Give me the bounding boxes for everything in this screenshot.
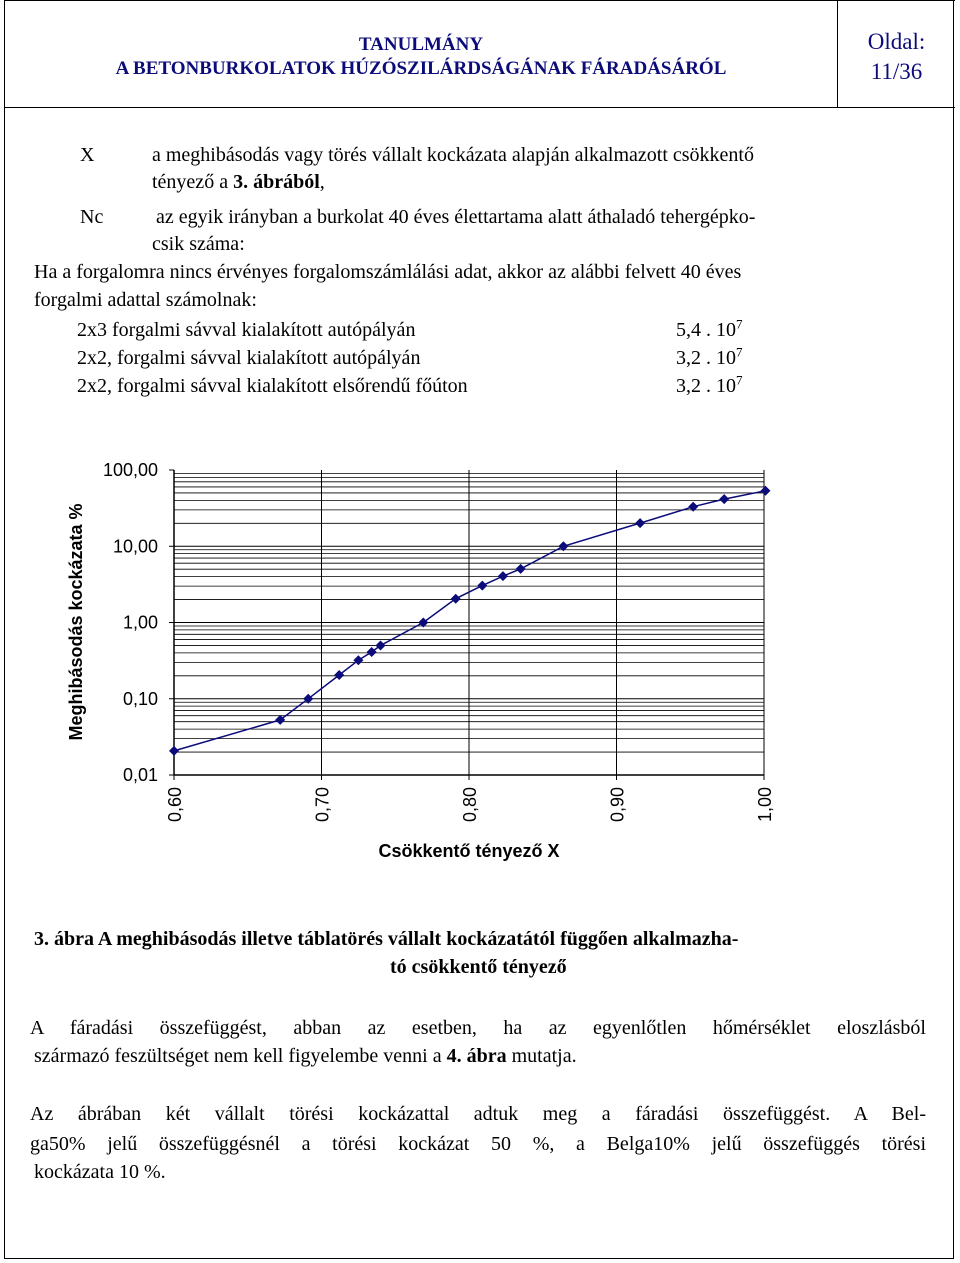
figure-caption-line1: 3. ábra A meghibásodás illetve táblatörés vállalt kockázatától függően alkalmazha- <box>34 928 739 950</box>
figure-caption-line2: tó csökkentő tényező <box>390 956 567 978</box>
y-tick-label: 0,01 <box>122 765 158 785</box>
x-tick-label: 0,90 <box>607 787 628 823</box>
traffic-row-value: 3,2 . $10^7$ <box>676 372 743 397</box>
page-label: Oldal: <box>867 29 926 54</box>
chart-grid <box>174 470 764 775</box>
y-tick-label: 1,00 <box>122 612 158 633</box>
data-point <box>719 494 729 504</box>
data-point <box>498 571 508 581</box>
paragraph2-line1: Az ábrában két vállalt törési kockázattal adtuk meg a fáradási összefüggést. A Bel- <box>30 1103 926 1125</box>
header-title-line1: TANULMÁNY <box>358 34 484 55</box>
paragraph2-line2: ga50% jelű összefüggésnél a törési kockázat 50 %, a Belga10% jelű összefüggés törési <box>30 1133 926 1155</box>
paragraph1-line1: A fáradási összefüggést, abban az esetben, ha az egyenlőtlen hőmérséklet eloszlásból <box>30 1017 926 1039</box>
data-point <box>451 594 461 604</box>
header-title-line2: A BETONBURKOLATOK HÚZÓSZILÁRDSÁGÁNAK FÁRADÁSÁRÓL <box>115 58 727 79</box>
chart-ticks <box>103 460 775 822</box>
x-tick-label: 0,70 <box>312 787 333 823</box>
data-point <box>516 564 526 574</box>
traffic-row-label: 2x2, forgalmi sávval kialakított autópályán <box>77 347 421 369</box>
intro-line1: Ha a forgalomra nincs érvényes forgalomszámlálási adat, akkor az alábbi felvett 40 éves <box>34 261 742 283</box>
definition-x-line1: a meghibásodás vagy törés vállalt kockázata alapján alkalmazott csökkentő <box>152 144 754 166</box>
definition-symbol-x: X <box>80 144 95 166</box>
definition-x-line2: tényező a 3. ábrából, <box>152 171 325 193</box>
page-number: 11/36 <box>870 59 923 84</box>
data-point <box>477 581 487 591</box>
definition-nc-line2: csik száma: <box>152 233 245 255</box>
traffic-row-label: 2x2, forgalmi sávval kialakított elsőrendű főúton <box>77 375 468 397</box>
x-tick-label: 0,60 <box>165 787 185 823</box>
traffic-row-value: 5,4 . $10^7$ <box>676 316 743 341</box>
data-point <box>169 746 179 756</box>
y-tick-label: 10,00 <box>112 536 158 557</box>
paragraph2-line3: kockázata 10 %. <box>34 1161 166 1183</box>
definition-nc-line1: az egyik irányban a burkolat 40 éves élettartama alatt áthaladó tehergépko- <box>156 206 756 228</box>
x-tick-label: 1,00 <box>755 787 775 823</box>
figure-reference: 3. ábrából <box>233 171 320 193</box>
traffic-row-value: 3,2 . $10^7$ <box>676 344 743 369</box>
paragraph1-line2: származó feszültséget nem kell figyelembe venni a 4. ábra mutatja. <box>34 1045 577 1067</box>
y-tick-label: 0,10 <box>122 688 158 709</box>
y-tick-label: 100,00 <box>102 460 158 480</box>
figure-reference: 4. ábra <box>446 1045 507 1067</box>
definition-symbol-nc: Nc <box>80 206 104 228</box>
intro-line2: forgalmi adattal számolnak: <box>34 289 257 311</box>
series-line <box>174 491 766 751</box>
data-point <box>635 518 645 528</box>
traffic-row-label: 2x3 forgalmi sávval kialakított autópályán <box>77 319 416 341</box>
x-tick-label: 0,80 <box>460 787 480 823</box>
x-axis-label: Csökkentő tényező X <box>378 841 560 861</box>
y-axis-label: Meghibásodás kockázata % <box>66 503 86 741</box>
